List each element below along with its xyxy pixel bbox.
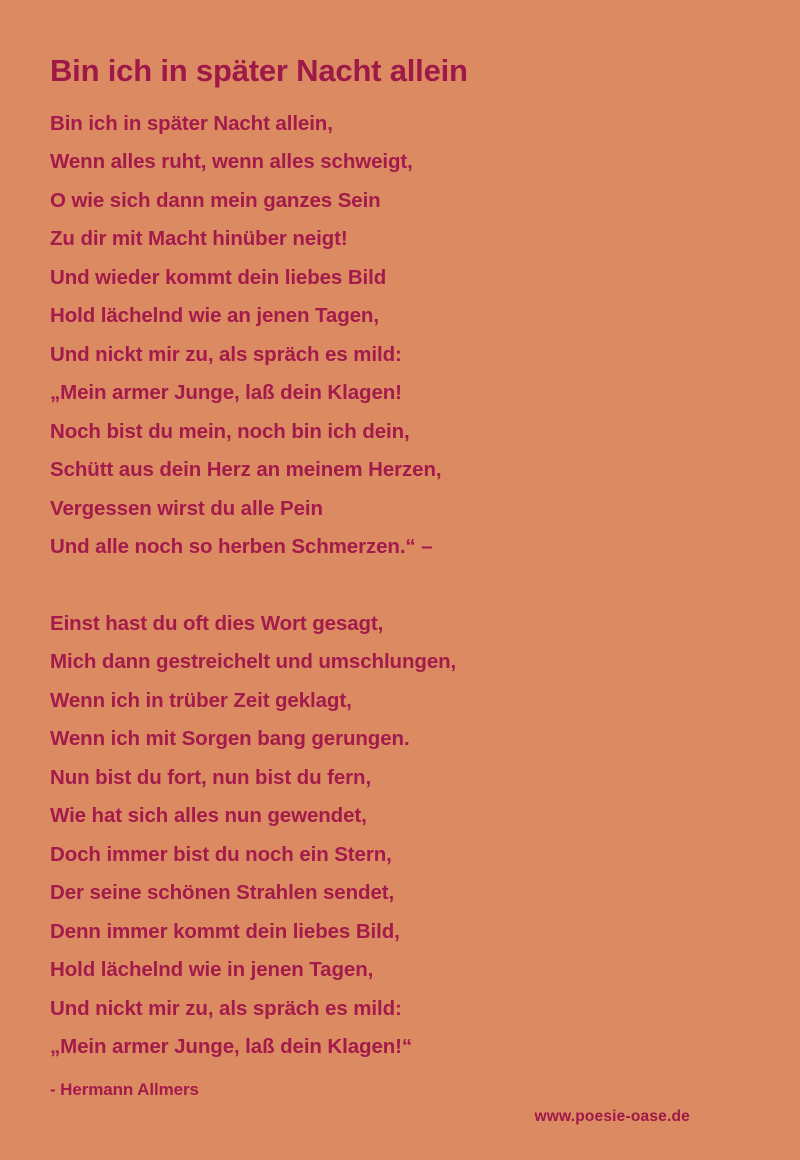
poem-body xyxy=(50,105,750,1067)
poem-line: Wenn ich mit Sorgen bang gerungen. xyxy=(50,727,410,751)
poem-line: Zu dir mit Macht hinüber neigt! xyxy=(50,227,348,251)
poem-line: Und wieder kommt dein liebes Bild xyxy=(50,265,387,289)
poem-line: Schütt aus dein Herz an meinem Herzen, xyxy=(50,458,442,482)
poem-line: Einst hast du oft dies Wort gesagt, xyxy=(50,611,384,635)
page-title: Bin ich in später Nacht allein xyxy=(50,53,468,88)
poem-line: Hold lächelnd wie in jenen Tagen, xyxy=(50,958,374,982)
poem-line: Wenn alles ruht, wenn alles schweigt, xyxy=(50,150,413,174)
poem-line: Bin ich in später Nacht allein, xyxy=(50,111,333,135)
poem-line: Vergessen wirst du alle Pein xyxy=(50,496,323,520)
poem-line: Denn immer kommt dein liebes Bild, xyxy=(50,919,400,943)
site-url: www.poesie-oase.de xyxy=(534,1108,690,1125)
poem-line: „Mein armer Junge, laß dein Klagen!“ xyxy=(50,1035,413,1059)
poem-stanza xyxy=(50,605,750,1067)
poem-line: O wie sich dann mein ganzes Sein xyxy=(50,188,381,212)
poem-line: Mich dann gestreichelt und umschlungen, xyxy=(50,650,457,674)
poem-line: Und nickt mir zu, als spräch es mild: xyxy=(50,996,402,1020)
poem-line: Wie hat sich alles nun gewendet, xyxy=(50,804,367,828)
poem-line: Und nickt mir zu, als spräch es mild: xyxy=(50,342,402,366)
poem-line: Hold lächelnd wie an jenen Tagen, xyxy=(50,304,379,328)
poem-author: - Hermann Allmers xyxy=(50,1080,199,1099)
poem-line: Der seine schönen Strahlen sendet, xyxy=(50,881,395,905)
poem-line: Noch bist du mein, noch bin ich dein, xyxy=(50,419,410,443)
poem-line: Und alle noch so herben Schmerzen.“ – xyxy=(50,535,433,559)
poem-stanza xyxy=(50,105,750,567)
poem-line: Nun bist du fort, nun bist du fern, xyxy=(50,765,372,789)
poem-line: Doch immer bist du noch ein Stern, xyxy=(50,842,392,866)
poem-line: „Mein armer Junge, laß dein Klagen! xyxy=(50,381,402,405)
poem-line: Wenn ich in trüber Zeit geklagt, xyxy=(50,688,352,712)
